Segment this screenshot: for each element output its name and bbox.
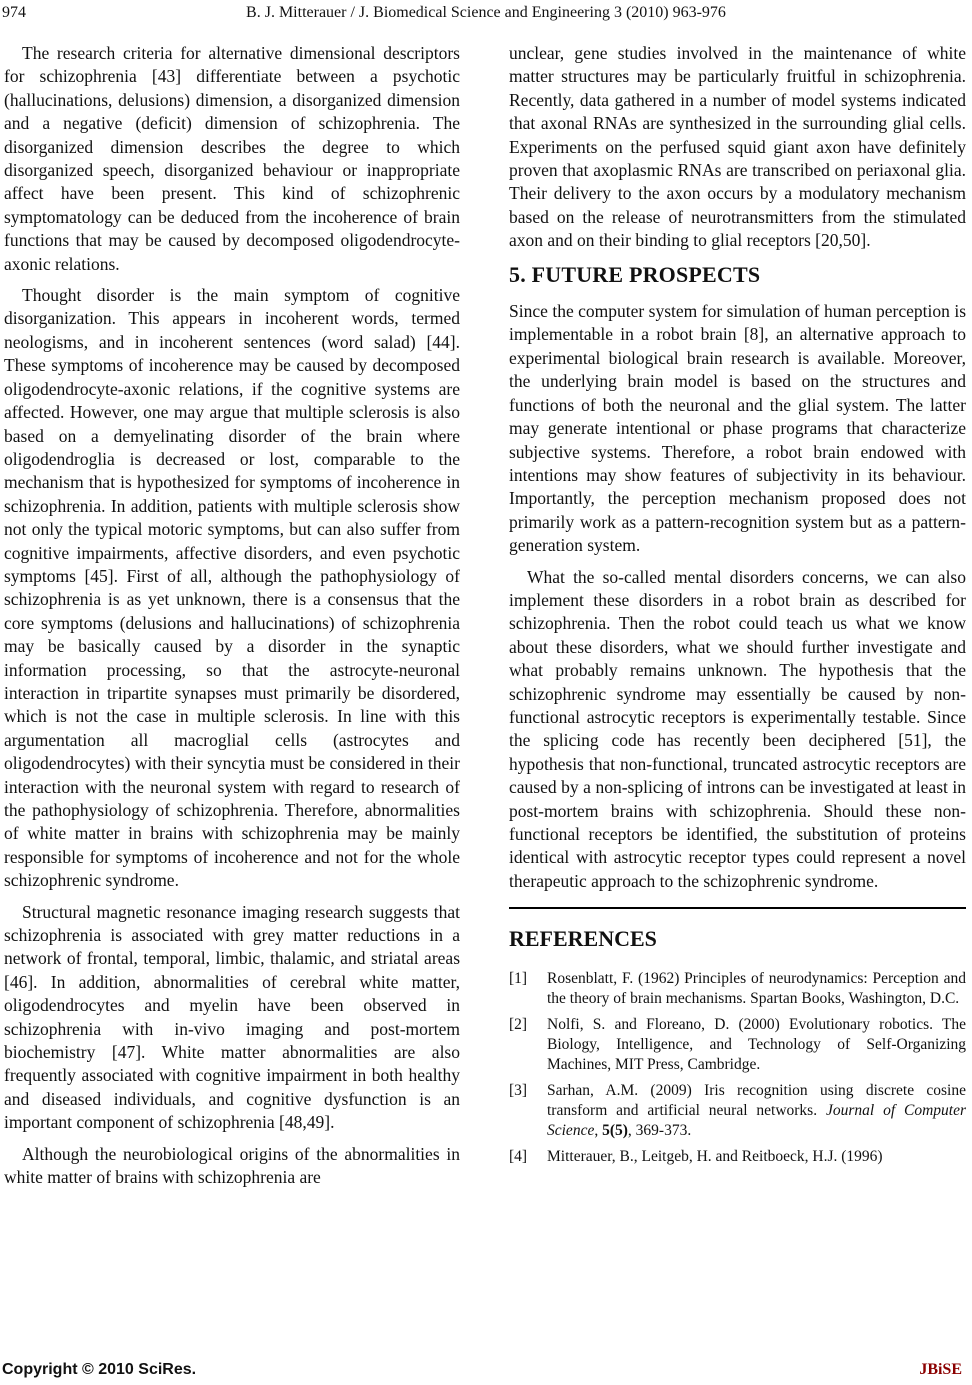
body-paragraph: The research criteria for alternative dimensional descriptors for schizophrenia [43] differentiate between a psychotic (hallucinations, delusions) dimension, a disorganized dimension and a negative (deficit) dimension of schizophrenia. The disorganized dimension describes the degree to which disorganized speech, disorganized behaviour or inappropriate affect have been present. This kind of schizophrenic symptomatology can be deduced from the incoherence of brain functions that may be caused by decomposed oligodendrocyte-axonic relations. (4, 43, 460, 274)
reference-list (509, 969, 966, 1167)
reference-text: Rosenblatt, F. (1962) Principles of neurodynamics: Perception and the theory of brain mechanisms. Spartan Books, Washington, D.C. (547, 969, 966, 1007)
reference-number: [3] (509, 1081, 528, 1099)
reference-item (509, 1147, 966, 1167)
page-number: 974 (2, 4, 26, 21)
body-paragraph: What the so-called mental disorders concerns, we can also implement these disorders in a robot brain as described for schizophrenia. Then the robot could teach us what we know about these disorders, what we should further investigate and what probably remains unknown. The hypothesis that the schizophrenic syndrome may essentially be caused by non-functional astrocytic receptors is experimentally testable. Since the splicing code has recently been deciphered [51], the hypothesis that non-functional, truncated astrocytic receptors are caused by a non-splicing of introns can be investigated at least in post-mortem brains with schizophrenia. Should these non-functional receptors be identified, the substitution of proteins identical with astrocytic receptor types could represent a novel therapeutic approach to the schizophrenic syndrome. (509, 566, 966, 891)
reference-number: [1] (509, 969, 528, 987)
reference-text: Mitterauer, B., Leitgeb, H. and Reitboeck, H.J. (1996) (547, 1147, 883, 1165)
reference-text: Sarhan, A.M. (2009) Iris recognition using discrete cosine transform and artificial neural networks. Journal of Computer Science, 5(5), 369-373. (547, 1081, 967, 1139)
section-heading: 5. FUTURE PROSPECTS (509, 261, 761, 287)
reference-item (509, 969, 966, 1009)
body-paragraph: Although the neurobiological origins of the abnormalities in white matter of brains with schizophrenia are (4, 1143, 460, 1188)
copyright-notice: Copyright © 2010 SciRes. (2, 1361, 197, 1378)
running-title: B. J. Mitterauer / J. Biomedical Science and Engineering 3 (2010) 963-976 (246, 4, 726, 21)
left-column (4, 42, 460, 1198)
right-column (509, 42, 966, 1173)
journal-name: Journal of Computer Science (547, 1101, 967, 1139)
references-heading: REFERENCES (509, 926, 657, 952)
reference-number: [2] (509, 1015, 528, 1033)
journal-volume: 5(5) (602, 1121, 628, 1139)
reference-item (509, 1081, 966, 1141)
reference-text: Nolfi, S. and Floreano, D. (2000) Evolutionary robotics. The Biology, Intelligence, and Technology of Self-Organizing Machines, MIT Press, Cambridge. (547, 1015, 966, 1073)
body-paragraph: Since the computer system for simulation of human perception is implementable in a robot brain [8], an alternative approach to experimental biological brain research is available. Moreover, the underlying brain model is based on the structures and functions of both the neuronal and the glial system. The latter may generate intentional or phase programs that characterize subjective systems. Therefore, a robot brain endowed with intentions may show features of subjectivity in its behaviour. Importantly, the perception mechanism proposed does not primarily work as a pattern-recognition system but as a pattern-generation system. (509, 301, 966, 556)
body-paragraph: Thought disorder is the main symptom of cognitive disorganization. This appears in incoherent words, termed neologisms, and in incoherent sentences (word salad) [44]. These symptoms of incoherence may be caused by decomposed oligodendrocyte-axonic relations, if the cognitive systems are affected. However, one may argue that multiple sclerosis is also based on a demyelinating disorder of the brain where oligodendroglia is decreased or lost, comparable to the mechanism that is hypothesized for symptoms of incoherence in schizophrenia. In addition, patients with multiple sclerosis show not only the typical motoric symptoms, but can also suffer from cognitive impairments, affective disorders, and even psychotic symptoms [45]. First of all, although the pathophysiology of schizophrenia is as yet unknown, there is a consensus that the core symptoms (delusions and hallucinations) of schizophrenia may be basically caused by a disorder in the synaptic information processing, so that the astrocyte-neuronal interaction in tripartite synapses must primarily be disordered, which is not the case in multiple sclerosis. In line with this argumentation all macroglial cells (astrocytes and oligodendrocytes) with their syncytia must be considered in their interaction with the neuronal system with regard to research of the pathophysiology of schizophrenia. Therefore, abnormalities of white matter in brains with schizophrenia may be mainly responsible for symptoms of incoherence and not for the whole schizophrenic syndrome. (4, 285, 460, 891)
reference-number: [4] (509, 1147, 528, 1165)
reference-item (509, 1015, 966, 1075)
body-paragraph: Structural magnetic resonance imaging research suggests that schizophrenia is associated with grey matter reductions in a network of frontal, temporal, limbic, thalamic, and striatal areas [46]. In addition, abnormalities of cerebral white matter, oligodendrocytes and myelin have been observed in schizophrenia with in-vivo imaging and post-mortem biochemistry [47]. White matter abnormalities are also frequently associated with cognitive impairment in both healthy and diseased individuals, and cognitive dysfunction is an important component of schizophrenia [48,49]. (4, 901, 460, 1133)
journal-abbreviation: JBiSE (919, 1361, 962, 1378)
body-paragraph: unclear, gene studies involved in the maintenance of white matter structures may be particularly fruitful in schizophrenia. Recently, data gathered in a number of model systems indicated that axonal RNAs are synthesized in the surrounding glial cells. Experiments on the perfused squid giant axon have definitely proven that axoplasmic RNAs are transcribed on periaxonal glia. Their delivery to the axon occurs by a modulatory mechanism based on the release of neurotransmitters from the stimulated axon and on their binding to glial receptors [20,50]. (509, 43, 966, 251)
page-footer (0, 1361, 972, 1383)
section-divider (509, 907, 966, 909)
page-header (0, 4, 972, 26)
